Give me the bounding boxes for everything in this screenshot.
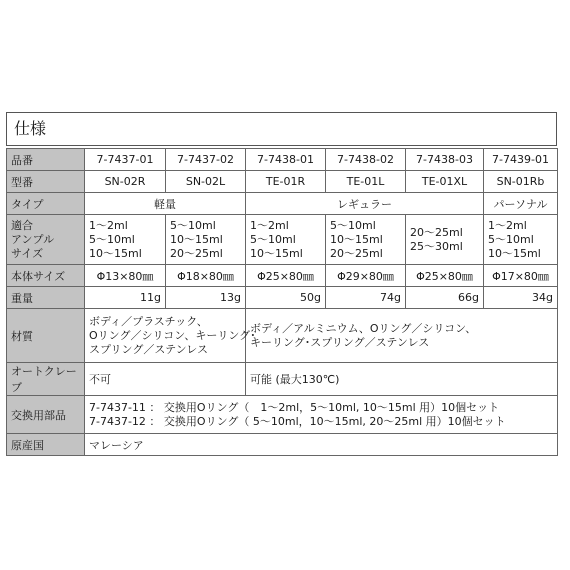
weight-cell: 50g [246, 287, 326, 309]
row-body-size [7, 265, 558, 287]
model-cell: SN-02L [166, 171, 246, 193]
row-material [7, 309, 558, 363]
label-body-size: 本体サイズ [7, 265, 85, 287]
product-no-cell: 7-7438-02 [326, 149, 406, 171]
body-size-cell: Φ29×80㎜ [326, 265, 406, 287]
label-origin: 原産国 [7, 434, 85, 456]
label-model: 型番 [7, 171, 85, 193]
row-origin [7, 434, 558, 456]
label-autoclave: オートクレーブ [7, 363, 85, 396]
origin-cell: マレーシア [85, 434, 558, 456]
label-type: タイプ [7, 193, 85, 215]
material-cell: ボディ／プラスチック、 Oリング／シリコン、キーリング･ スプリング／ステンレス [85, 309, 246, 363]
model-cell: TE-01R [246, 171, 326, 193]
row-type [7, 193, 558, 215]
body-size-cell: Φ25×80㎜ [246, 265, 326, 287]
label-parts: 交換用部品 [7, 396, 85, 434]
body-size-cell: Φ18×80㎜ [166, 265, 246, 287]
ampoule-cell: 5～10ml 10～15ml 20～25ml [166, 215, 246, 265]
type-cell: 軽量 [85, 193, 246, 215]
label-material: 材質 [7, 309, 85, 363]
model-cell: SN-01Rb [484, 171, 558, 193]
product-no-cell: 7-7437-02 [166, 149, 246, 171]
autoclave-cell: 可能 (最大130℃) [246, 363, 558, 396]
model-cell: SN-02R [85, 171, 166, 193]
weight-cell: 11g [85, 287, 166, 309]
product-no-cell: 7-7438-01 [246, 149, 326, 171]
label-weight: 重量 [7, 287, 85, 309]
weight-cell: 66g [406, 287, 484, 309]
weight-cell: 13g [166, 287, 246, 309]
label-product-no: 品番 [7, 149, 85, 171]
autoclave-cell: 不可 [85, 363, 246, 396]
row-ampoule [7, 215, 558, 265]
body-size-cell: Φ25×80㎜ [406, 265, 484, 287]
row-model [7, 171, 558, 193]
row-parts [7, 396, 558, 434]
row-weight [7, 287, 558, 309]
model-cell: TE-01L [326, 171, 406, 193]
row-product-no [7, 149, 558, 171]
label-ampoule: 適合 アンプル サイズ [7, 215, 85, 265]
ampoule-cell: 1～2ml 5～10ml 10～15ml [484, 215, 558, 265]
material-cell: ボディ／アルミニウム、Oリング／シリコン、 キーリング･スプリング／ステンレス [246, 309, 558, 363]
ampoule-cell: 5～10ml 10～15ml 20～25ml [326, 215, 406, 265]
ampoule-cell: 1～2ml 5～10ml 10～15ml [246, 215, 326, 265]
body-size-cell: Φ17×80㎜ [484, 265, 558, 287]
body-size-cell: Φ13×80㎜ [85, 265, 166, 287]
type-cell: レギュラー [246, 193, 484, 215]
product-no-cell: 7-7439-01 [484, 149, 558, 171]
weight-cell: 74g [326, 287, 406, 309]
ampoule-cell: 20～25ml 25～30ml [406, 215, 484, 265]
type-cell: パーソナル [484, 193, 558, 215]
spec-title: 仕様 [6, 112, 557, 146]
product-no-cell: 7-7438-03 [406, 149, 484, 171]
parts-cell: 7-7437-11 ： 交換用Oリング（ 1～2ml，5～10ml, 10～15ml 用）10個セット 7-7437-12 ： 交換用Oリング（ 5～10ml，10～15ml, 20～25ml 用）10個セット [85, 396, 558, 434]
ampoule-cell: 1～2ml 5～10ml 10～15ml [85, 215, 166, 265]
product-no-cell: 7-7437-01 [85, 149, 166, 171]
spec-table [6, 148, 558, 456]
weight-cell: 34g [484, 287, 558, 309]
model-cell: TE-01XL [406, 171, 484, 193]
row-autoclave [7, 363, 558, 396]
